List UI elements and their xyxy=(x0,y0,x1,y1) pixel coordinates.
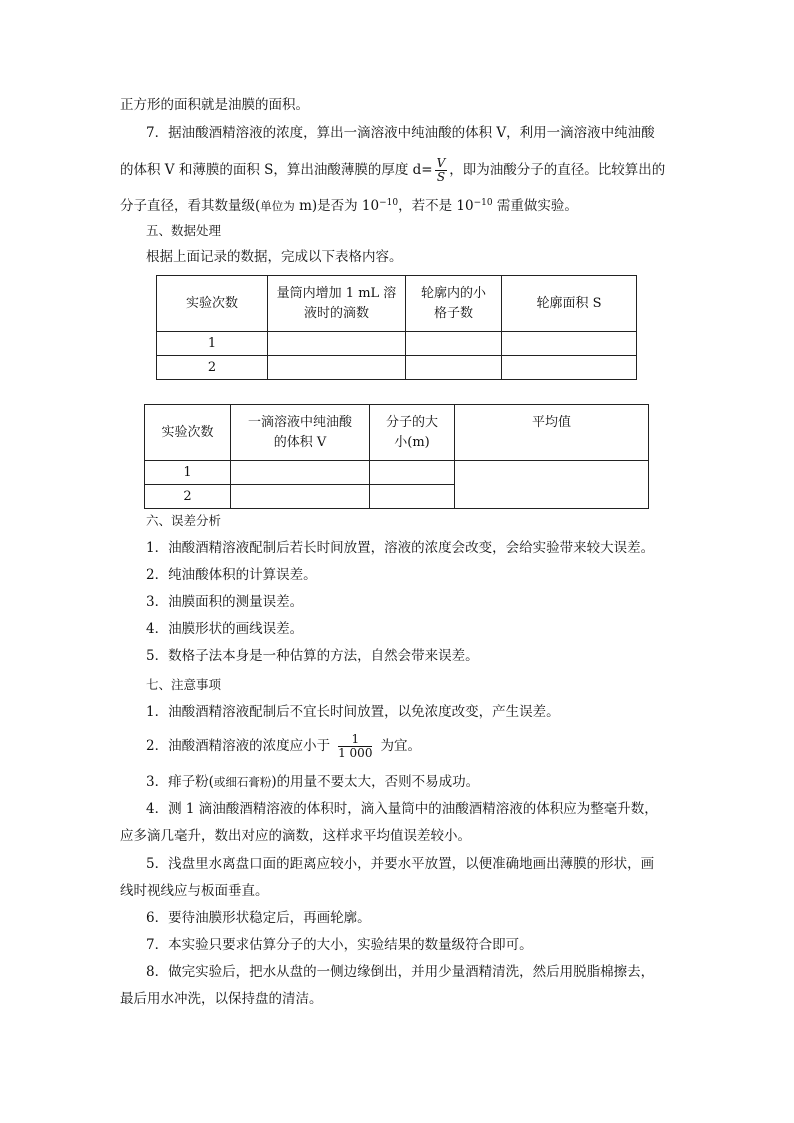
table2-cell xyxy=(370,461,455,485)
table2-cell xyxy=(231,461,370,485)
data-table-2 xyxy=(144,404,649,509)
text-line: 8．做完实验后，把水从盘的一侧边缘倒出，并用少量酒精清洗，然后用脱脂棉擦去， xyxy=(146,964,655,980)
text-line: 2．纯油酸体积的计算误差。 xyxy=(146,567,317,583)
text-line: 的体积 V 和薄膜的面积 S，算出油酸薄膜的厚度 d= $\frac{V}{S}$ ，即为油酸分子的直径。比较算出的 xyxy=(120,156,666,184)
table1-header-trials: 实验次数 xyxy=(157,276,268,332)
table2-cell xyxy=(231,485,370,509)
text-line: 4．油膜形状的画线误差。 xyxy=(146,621,304,637)
text-line: 3．痱子粉(或细石膏粉)的用量不要太大，否则不易成功。 xyxy=(146,774,480,790)
table1-cell xyxy=(268,332,406,356)
data-table-1 xyxy=(156,275,637,380)
text-line: 1．油酸酒精溶液配制后若长时间放置，溶液的浓度会改变，会给实验带来较大误差。 xyxy=(146,540,655,556)
text-line: 应多滴几毫升，数出对应的滴数，这样求平均值误差较小。 xyxy=(120,828,471,844)
text-line: 4．测 1 滴油酸酒精溶液的体积时，滴入量筒中的油酸酒精溶液的体积应为整毫升数， xyxy=(146,801,658,817)
table1-header-squares: 轮廓内的小 格子数 xyxy=(406,276,502,332)
table1-cell xyxy=(406,356,502,380)
table2-header-average: 平均值 xyxy=(455,405,649,461)
table1-row-label: 2 xyxy=(157,356,268,380)
table2-row-label: 1 xyxy=(145,461,231,485)
section-heading: 六、误差分析 xyxy=(146,513,222,528)
table2-cell xyxy=(370,485,455,509)
section-heading: 五、数据处理 xyxy=(146,223,222,238)
section-heading: 七、注意事项 xyxy=(146,677,222,692)
text-line: 线时视线应与板面垂直。 xyxy=(120,883,269,899)
text-line: 6．要待油膜形状稳定后，再画轮廓。 xyxy=(146,910,371,926)
text-line: 5．浅盘里水离盘口面的距离应较小，并要水平放置，以便准确地画出薄膜的形状，画 xyxy=(146,856,655,872)
table1-cell xyxy=(406,332,502,356)
text-line: 分子直径，看其数量级(单位为 m)是否为 $10^{-10}$，若不是 $10^{-10}$ 需重做实验。 xyxy=(120,198,578,214)
table1-row-label: 1 xyxy=(157,332,268,356)
table2-average-cell xyxy=(455,461,649,509)
table1-cell xyxy=(502,332,637,356)
fraction-v-over-s: $\frac{V}{S}$ xyxy=(436,156,446,184)
table2-header-trials: 实验次数 xyxy=(145,405,231,461)
text-line: 1．油酸酒精溶液配制后不宜长时间放置，以免浓度改变，产生误差。 xyxy=(146,704,560,720)
table2-header-size: 分子的大 小(m) xyxy=(370,405,455,461)
text-line: 最后用水冲洗，以保持盘的清洁。 xyxy=(120,991,323,1007)
text-line: 2．油酸酒精溶液的浓度应小于 $\frac{1}{1 000}$ 为宜。 xyxy=(146,732,421,760)
text-line: 5．数格子法本身是一种估算的方法，自然会带来误差。 xyxy=(146,648,479,664)
text-line: 7．据油酸酒精溶液的浓度，算出一滴溶液中纯油酸的体积 V，利用一滴溶液中纯油酸 xyxy=(146,125,655,141)
table2-row-label: 2 xyxy=(145,485,231,509)
text-line: 3．油膜面积的测量误差。 xyxy=(146,594,304,610)
table2-header-volume: 一滴溶液中纯油酸 的体积 V xyxy=(231,405,370,461)
fraction-one-thousandth: $\frac{1}{1 000}$ xyxy=(338,732,373,760)
table1-header-area: 轮廓面积 S xyxy=(502,276,637,332)
table1-cell xyxy=(268,356,406,380)
text-line: 7．本实验只要求估算分子的大小，实验结果的数量级符合即可。 xyxy=(146,937,533,953)
text-line: 根据上面记录的数据，完成以下表格内容。 xyxy=(146,249,403,265)
table1-cell xyxy=(502,356,637,380)
table1-header-drops: 量筒内增加 1 mL 溶 液时的滴数 xyxy=(268,276,406,332)
text-line: 正方形的面积就是油膜的面积。 xyxy=(120,97,309,113)
